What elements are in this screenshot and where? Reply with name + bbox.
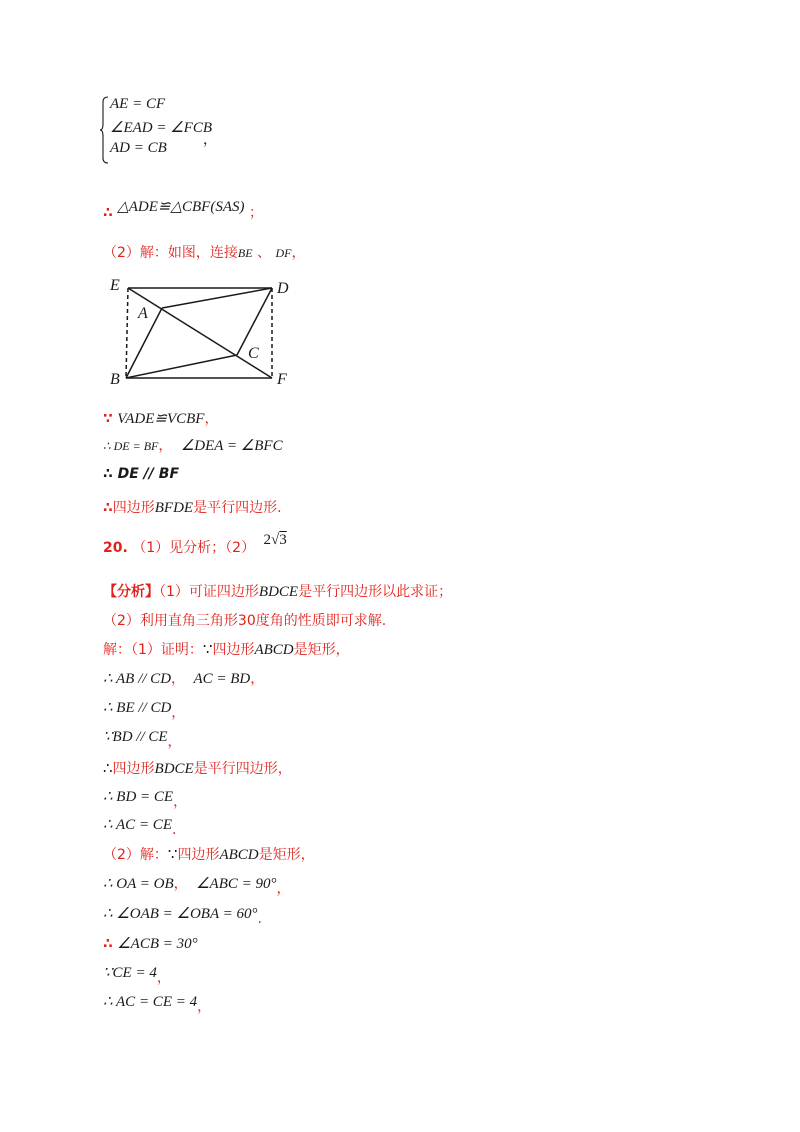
- label-f: F: [277, 371, 287, 388]
- parallel-statement: ∴ BE // CD: [103, 700, 172, 716]
- solution2-line-1: [103, 846, 315, 864]
- comma: ，: [291, 245, 306, 261]
- system-line-2: ∠EAD = ∠FCB: [110, 120, 213, 136]
- congruence-statement: VADE≌VCBF: [117, 411, 205, 427]
- coefficient: 2: [263, 532, 272, 548]
- angle-statement: ∠ACB = 30°: [117, 936, 198, 952]
- semicolon: ；: [248, 205, 263, 221]
- comma: ，: [276, 881, 291, 897]
- parallel-statement: ∴ DE // BF: [103, 466, 180, 482]
- geometry-figure: [100, 272, 300, 392]
- text: 是平行四边形以此求证；: [298, 584, 453, 600]
- text: 解：（1）证明：: [103, 642, 203, 658]
- answer-summary: （1）见分析；（2）: [132, 540, 256, 556]
- text: 是平行四边形.: [193, 500, 282, 516]
- solution2-line-2: [103, 875, 291, 897]
- quadrilateral-name: ABCD: [254, 642, 294, 658]
- therefore-symbol: ∴: [103, 500, 113, 516]
- system-comma: ，: [203, 132, 217, 148]
- segment-ad: [162, 288, 272, 308]
- segment-be: BE: [237, 246, 253, 260]
- text: 是平行四边形，: [193, 761, 292, 777]
- segment-bc: [126, 355, 237, 378]
- quadrilateral-name: BFDE: [154, 500, 194, 516]
- question-20: [103, 532, 287, 557]
- angle-statement: ∴ ∠OAB = ∠OBA = 60°: [103, 906, 258, 922]
- comma: ，: [173, 794, 188, 810]
- text: （2）利用直角三角形30度角的性质即可求解.: [103, 613, 387, 629]
- solution-line-4: [103, 728, 182, 750]
- text: （2）解：: [103, 847, 168, 863]
- therefore-symbol: ∴: [103, 205, 113, 221]
- equal-sides: ∴ DE = BF: [103, 439, 159, 453]
- part2-intro: [103, 244, 306, 262]
- conclusion-1: [103, 198, 263, 221]
- comma: ，: [171, 705, 186, 721]
- therefore-symbol: ∴: [103, 761, 113, 777]
- because-symbol: ∵: [167, 847, 178, 863]
- solution-line-3: [103, 699, 186, 721]
- solution2-line-4: [103, 935, 198, 953]
- comma: ，: [171, 671, 186, 687]
- label-a: A: [138, 305, 148, 322]
- period: .: [171, 822, 177, 838]
- proof-line-1: [103, 410, 218, 428]
- solution-line-5: [103, 760, 292, 778]
- period: .: [257, 911, 262, 927]
- question-number: 20.: [103, 540, 128, 556]
- solution2-line-6: [103, 993, 212, 1015]
- separator: 、: [257, 245, 272, 261]
- solution-line-1: [103, 641, 350, 659]
- equal-statement: ∴ BD = CE: [103, 789, 174, 805]
- comma: ，: [156, 970, 171, 986]
- analysis-tag: 【分析】: [103, 584, 159, 600]
- solution2-line-3: [103, 905, 262, 927]
- equal-diagonals: AC = BD: [193, 671, 251, 687]
- comma: ，: [158, 438, 173, 454]
- analysis-line-2: [103, 612, 386, 630]
- system-line-1: AE = CF: [110, 96, 166, 112]
- segment-df: DF: [275, 246, 292, 260]
- therefore-symbol: ∴: [103, 936, 113, 952]
- label-e: E: [110, 277, 120, 294]
- given-statement: ∵CE = 4: [103, 965, 157, 981]
- text: 是矩形，: [293, 642, 350, 658]
- label-c: C: [248, 345, 259, 362]
- because-symbol: ∵: [103, 411, 113, 427]
- solution-line-6: [103, 788, 188, 810]
- because-symbol: ∵: [202, 642, 213, 658]
- proof-line-2: [103, 437, 283, 455]
- text: 四边形: [177, 847, 220, 863]
- result-statement: ∴ AC = CE = 4: [103, 994, 198, 1010]
- label-b: B: [110, 371, 120, 388]
- quadrilateral-name: ABCD: [219, 847, 259, 863]
- equal-statement: ∴ AC = CE: [103, 817, 172, 833]
- answer-value: 2√3: [263, 532, 287, 548]
- equal-statement: ∴ OA = OB: [103, 876, 174, 892]
- text: 是矩形，: [258, 847, 315, 863]
- equal-angles: ∠DEA = ∠BFC: [180, 438, 283, 454]
- proof-line-3: [103, 465, 179, 483]
- solution2-line-5: [103, 964, 171, 986]
- parallel-statement: ∵BD // CE: [103, 729, 168, 745]
- quadrilateral-name: BDCE: [258, 584, 299, 600]
- solution-line-7: [103, 816, 177, 838]
- proof-line-4: [103, 499, 282, 517]
- label-d: D: [277, 280, 289, 297]
- system-line-3: AD = CB: [110, 140, 167, 156]
- comma: ，: [197, 999, 212, 1015]
- comma: ，: [173, 876, 188, 892]
- brace-symbol: [100, 96, 110, 164]
- radicand: 3: [279, 532, 287, 548]
- text: 四边形: [112, 761, 155, 777]
- text: （1）可证四边形: [159, 584, 259, 600]
- analysis-line-1: [103, 583, 452, 601]
- comma: ，: [250, 671, 265, 687]
- comma: ，: [204, 411, 219, 427]
- part2-label: （2）解：如图，连接: [103, 245, 238, 261]
- quadrilateral-name: BDCE: [154, 761, 194, 777]
- solution-line-2: [103, 670, 264, 688]
- text: 四边形: [212, 642, 255, 658]
- angle-statement: ∠ABC = 90°: [196, 876, 277, 892]
- congruence-statement: △ADE≌△CBF(SAS): [117, 199, 245, 215]
- parallel-statement: ∴ AB // CD: [103, 671, 172, 687]
- text: 四边形: [112, 500, 155, 516]
- segment-eb-dashed: [126, 288, 128, 378]
- comma: ，: [167, 734, 182, 750]
